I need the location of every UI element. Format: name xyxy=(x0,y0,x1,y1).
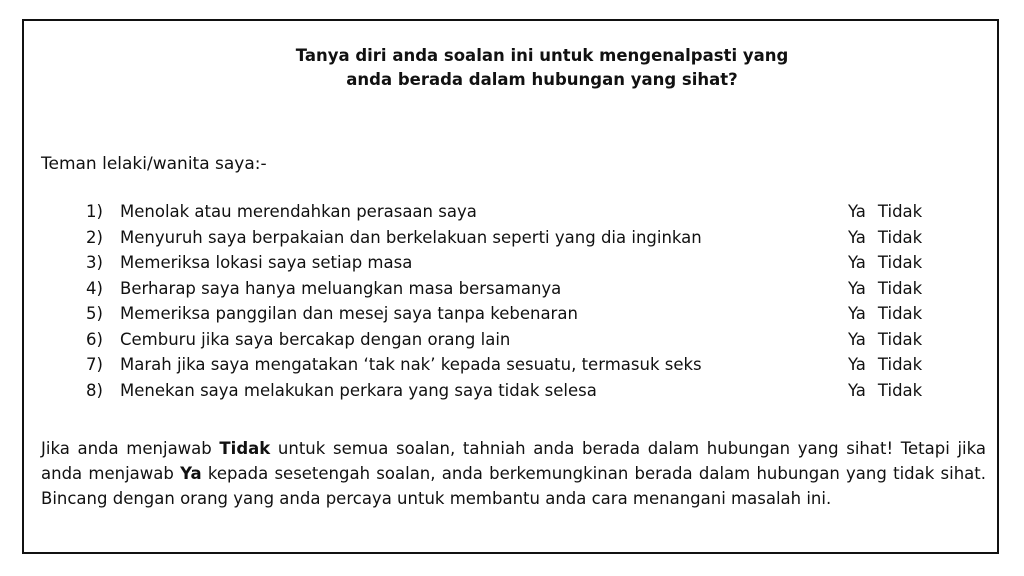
option-tidak: Tidak xyxy=(877,278,923,298)
question-text: Memeriksa lokasi saya setiap masa xyxy=(120,253,413,272)
question-text: Berharap saya hanya meluangkan masa bersamanya xyxy=(120,278,562,298)
question-text: Menyuruh saya berpakaian dan berkelakuan seperti yang dia inginkan xyxy=(120,227,702,247)
conclusion-bold-ya: Ya xyxy=(180,464,202,483)
answer-options xyxy=(848,378,922,403)
option-tidak: Tidak xyxy=(877,227,923,247)
question-row-6 xyxy=(86,327,946,353)
question-number: 6) xyxy=(86,329,103,349)
option-tidak: Tidak xyxy=(877,202,923,221)
option-ya: Ya xyxy=(848,227,866,247)
option-ya: Ya xyxy=(848,355,866,374)
question-row-2 xyxy=(86,225,946,251)
page-title xyxy=(0,44,1024,92)
question-number: 2) xyxy=(86,227,103,247)
conclusion-text-1: Jika anda menjawab xyxy=(41,439,220,458)
question-text: Menekan saya melakukan perkara yang saya tidak selesa xyxy=(120,380,597,400)
option-ya: Ya xyxy=(848,304,866,323)
option-tidak: Tidak xyxy=(877,329,923,349)
answer-options xyxy=(848,276,922,301)
question-text: Menolak atau merendahkan perasaan saya xyxy=(120,202,477,221)
answer-options xyxy=(848,225,922,250)
option-ya: Ya xyxy=(848,329,866,349)
option-tidak: Tidak xyxy=(877,355,923,374)
question-row-3 xyxy=(86,250,946,276)
option-tidak: Tidak xyxy=(877,380,923,400)
title-line-1: Tanya diri anda soalan ini untuk mengenalpasti yang xyxy=(295,46,789,65)
answer-options xyxy=(848,250,922,275)
question-row-7 xyxy=(86,352,946,378)
option-ya: Ya xyxy=(848,380,866,400)
conclusion-bold-tidak: Tidak xyxy=(219,439,271,458)
answer-options xyxy=(848,301,922,326)
question-row-1 xyxy=(86,199,946,225)
question-number: 8) xyxy=(86,380,103,400)
intro-text: Teman lelaki/wanita saya:- xyxy=(41,154,267,174)
option-tidak: Tidak xyxy=(877,304,923,323)
answer-options xyxy=(848,199,922,224)
answer-options xyxy=(848,352,922,377)
question-number: 5) xyxy=(86,304,103,323)
conclusion-text-2: untuk semua soalan, tahniah anda berada dalam hubungan yang sihat! Tetapi jika anda menjawab xyxy=(41,439,987,483)
answer-options xyxy=(848,327,922,352)
question-text: Marah jika saya mengatakan ‘tak nak’ kepada sesuatu, termasuk seks xyxy=(120,355,702,374)
question-text: Cemburu jika saya bercakap dengan orang lain xyxy=(120,329,511,349)
option-ya: Ya xyxy=(848,202,866,221)
question-number: 7) xyxy=(86,355,103,374)
question-row-4 xyxy=(86,276,946,302)
title-line-2: anda berada dalam hubungan yang sihat? xyxy=(346,70,738,89)
conclusion-text-3: kepada sesetengah soalan, anda berkemungkinan berada dalam hubungan yang tidak sihat. Bincang dengan orang yang anda percaya untuk membantu anda cara menangani masalah ini. xyxy=(41,464,986,508)
option-ya: Ya xyxy=(848,278,866,298)
question-row-5 xyxy=(86,301,946,327)
question-row-8 xyxy=(86,378,946,404)
question-number: 3) xyxy=(86,253,103,272)
question-number: 4) xyxy=(86,278,103,298)
option-ya: Ya xyxy=(848,253,866,272)
question-text: Memeriksa panggilan dan mesej saya tanpa kebenaran xyxy=(120,304,578,323)
question-list xyxy=(86,199,946,403)
conclusion-paragraph xyxy=(41,436,986,511)
question-number: 1) xyxy=(86,202,103,221)
option-tidak: Tidak xyxy=(877,253,923,272)
